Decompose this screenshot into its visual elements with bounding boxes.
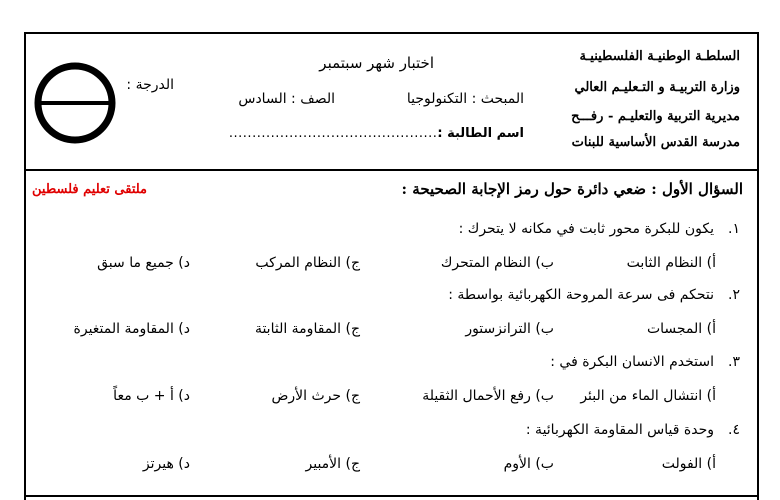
option-text: الترانزستور [465, 321, 531, 337]
option-text: هيرتز [142, 456, 174, 472]
header-divider [26, 169, 757, 171]
option-text: الفولت [661, 456, 703, 472]
authority-name: السلطـة الوطنيـة الفلسطينيـة [579, 49, 740, 64]
bottom-border [26, 495, 757, 497]
option-a[interactable] [580, 389, 716, 403]
option-text: أ + ب معاً [113, 388, 174, 404]
score-circle-icon [34, 62, 116, 144]
section-title: السؤال الأول : ضعي دائرة حول رمز الإجابة الصحيحة : [401, 180, 743, 198]
question-text: استخدم الانسان البكرة في : [550, 354, 714, 370]
option-label: ج) [345, 321, 360, 337]
option-text: المجسات [646, 321, 703, 337]
option-text: المقاومة الثابتة [254, 321, 342, 337]
option-c[interactable] [271, 389, 360, 403]
option-label: د) [178, 456, 190, 472]
student-name-field[interactable]: .............................................. [228, 126, 442, 141]
option-label: د) [178, 388, 190, 404]
option-label: ب) [535, 456, 554, 472]
ministry-name: وزارة التربيـة و التـعليـم العالي [574, 80, 740, 95]
exam-title: اختبار شهر سبتمبر [319, 54, 434, 72]
option-text: جميع ما سبق [97, 255, 174, 271]
question-number: ٣. [728, 354, 740, 370]
option-text: النظام المركب [255, 255, 342, 271]
option-label: ب) [535, 388, 554, 404]
option-label: د) [178, 321, 190, 337]
option-label: ب) [535, 321, 554, 337]
option-b[interactable] [465, 322, 554, 336]
option-d[interactable] [97, 256, 190, 270]
score-label: الدرجة : [126, 77, 174, 93]
option-a[interactable] [627, 256, 716, 270]
option-c[interactable] [306, 457, 361, 471]
option-b[interactable] [504, 457, 554, 471]
option-c[interactable] [255, 256, 360, 270]
option-text: انتشال الماء من البئر [580, 388, 703, 404]
option-d[interactable] [143, 457, 190, 471]
school-name: مدرسة القدس الأساسية للبنات [571, 135, 740, 150]
student-name-label: اسم الطالبة : [437, 126, 524, 141]
option-label: أ) [706, 456, 716, 472]
option-label: أ) [706, 388, 716, 404]
option-text: المقاومة المتغيرة [73, 321, 174, 337]
grade-level: الصف : السادس [238, 91, 335, 107]
option-b[interactable] [441, 256, 554, 270]
option-b[interactable] [422, 389, 554, 403]
option-label: د) [178, 255, 190, 271]
option-text: النظام الثابت [626, 255, 703, 271]
directorate-name: مديرية التربية والتعليـم - رفـــح [571, 109, 740, 124]
question-number: ٢. [728, 287, 740, 303]
question-text: يكون للبكرة محور ثابت في مكانه لا يتحرك : [458, 221, 714, 237]
option-label: أ) [706, 255, 716, 271]
option-label: ج) [345, 388, 360, 404]
option-d[interactable] [74, 322, 190, 336]
option-c[interactable] [255, 322, 360, 336]
question-number: ٤. [728, 422, 740, 438]
question-text: نتحكم فى سرعة المروحة الكهربائية بواسطة : [448, 287, 714, 303]
subject: المبحث : التكنولوجيا [406, 91, 524, 107]
option-label: ب) [535, 255, 554, 271]
option-text: الأمبير [305, 456, 342, 472]
question-text: وحدة قياس المقاومة الكهربائية : [525, 422, 714, 438]
option-label: ج) [345, 255, 360, 271]
option-a[interactable] [647, 322, 716, 336]
option-a[interactable] [662, 457, 716, 471]
option-text: رفع الأحمال الثقيلة [422, 388, 531, 404]
option-text: حرث الأرض [271, 388, 342, 404]
option-label: ج) [345, 456, 360, 472]
option-label: أ) [706, 321, 716, 337]
option-d[interactable] [113, 389, 190, 403]
option-text: الأوم [503, 456, 531, 472]
forum-name: ملتقى تعليم فلسطين [32, 182, 148, 197]
question-number: ١. [728, 221, 740, 237]
option-text: النظام المتحرك [440, 255, 531, 271]
